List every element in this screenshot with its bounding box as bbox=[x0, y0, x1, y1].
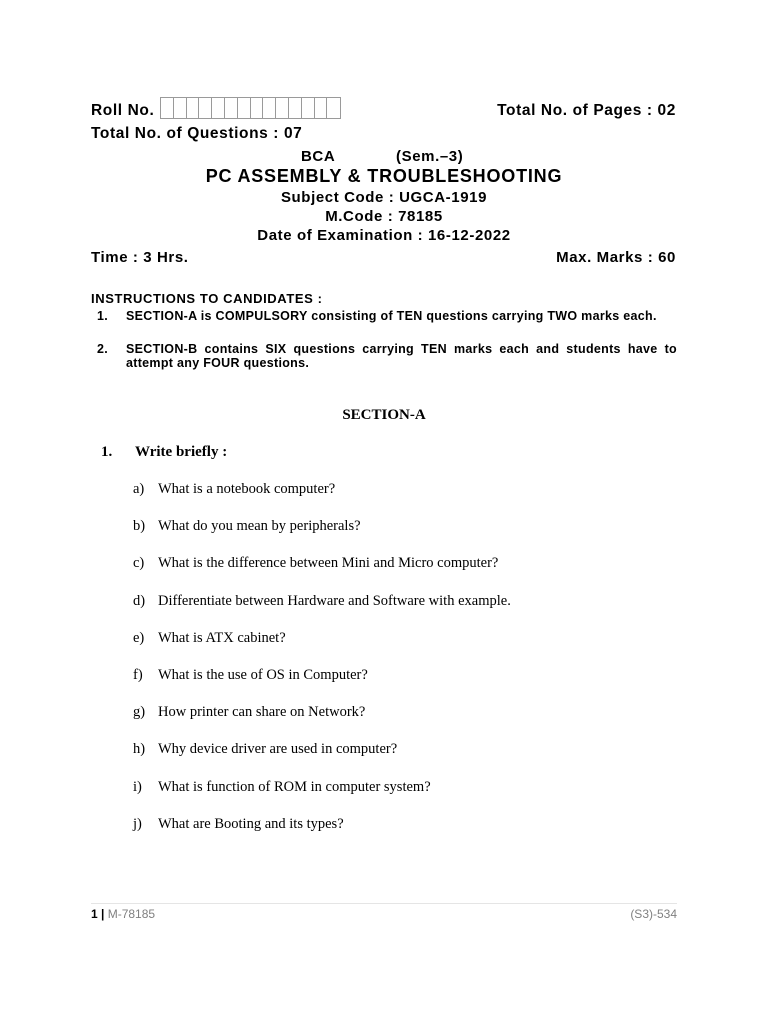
subquestion-letter: c) bbox=[133, 555, 145, 571]
roll-number-box bbox=[251, 98, 264, 118]
exam-time: Time : 3 Hrs. bbox=[91, 249, 189, 266]
subject-title: PC ASSEMBLY & TROUBLESHOOTING bbox=[205, 166, 563, 186]
subquestion bbox=[133, 630, 286, 647]
footer-code: (S3)-534 bbox=[630, 907, 677, 921]
instruction-text: SECTION-A is COMPULSORY consisting of TEN questions carrying TWO marks each. bbox=[126, 309, 657, 323]
instruction-text: SECTION-B contains SIX questions carrying TEN marks each and students have to attempt any FOUR questions. bbox=[126, 342, 677, 370]
max-marks: Max. Marks : 60 bbox=[556, 249, 676, 266]
question-text: Write briefly : bbox=[135, 444, 228, 460]
subquestion bbox=[133, 667, 368, 684]
subquestion bbox=[133, 704, 365, 721]
total-questions: Total No. of Questions : 07 bbox=[91, 125, 303, 142]
subquestion-text: What is ATX cabinet? bbox=[158, 630, 286, 646]
roll-number-box bbox=[276, 98, 289, 118]
roll-number-box bbox=[315, 98, 328, 118]
instruction-item bbox=[91, 342, 677, 370]
roll-number-box bbox=[161, 98, 174, 118]
roll-number-box bbox=[289, 98, 302, 118]
subquestion bbox=[133, 741, 397, 758]
subquestion-text: What do you mean by peripherals? bbox=[158, 518, 361, 534]
footer-left bbox=[91, 907, 155, 921]
roll-number-box bbox=[225, 98, 238, 118]
roll-number-boxes bbox=[160, 97, 341, 119]
exam-date: Date of Examination : 16-12-2022 bbox=[257, 227, 511, 244]
subquestion-letter: b) bbox=[133, 518, 146, 534]
subquestion bbox=[133, 816, 344, 833]
roll-number-box bbox=[327, 98, 340, 118]
subquestion-text: Differentiate between Hardware and Software with example. bbox=[158, 593, 511, 609]
instruction-item bbox=[91, 309, 677, 323]
subquestion-text: What is the use of OS in Computer? bbox=[158, 667, 368, 683]
subquestion bbox=[133, 555, 498, 572]
subquestion-letter: g) bbox=[133, 704, 146, 720]
subquestion-letter: a) bbox=[133, 481, 145, 497]
subquestion bbox=[133, 779, 431, 796]
subject-code: Subject Code : UGCA-1919 bbox=[280, 189, 488, 206]
semester: (Sem.–3) bbox=[396, 148, 464, 165]
subquestion-text: What is the difference between Mini and Micro computer? bbox=[158, 555, 499, 571]
course-name: BCA bbox=[301, 148, 336, 165]
roll-number-box bbox=[302, 98, 315, 118]
subquestion-letter: e) bbox=[133, 630, 145, 646]
instruction-number: 2. bbox=[97, 342, 109, 356]
subquestion-letter: j) bbox=[133, 816, 142, 832]
roll-number-box bbox=[212, 98, 225, 118]
instructions-heading: INSTRUCTIONS TO CANDIDATES : bbox=[91, 291, 323, 306]
roll-number-box bbox=[238, 98, 251, 118]
subquestion-letter: f) bbox=[133, 667, 143, 683]
subquestion-letter: h) bbox=[133, 741, 146, 757]
roll-number-box bbox=[263, 98, 276, 118]
subquestion bbox=[133, 518, 361, 535]
instruction-number: 1. bbox=[97, 309, 109, 323]
subquestion-text: What are Booting and its types? bbox=[158, 816, 344, 832]
subquestion-text: Why device driver are used in computer? bbox=[158, 741, 398, 757]
total-pages: Total No. of Pages : 02 bbox=[497, 102, 676, 119]
subquestion bbox=[133, 481, 335, 498]
subquestion-letter: i) bbox=[133, 779, 142, 795]
roll-number-box bbox=[174, 98, 187, 118]
roll-number-box bbox=[187, 98, 200, 118]
footer-mcode: M-78185 bbox=[107, 907, 156, 921]
footer-divider bbox=[91, 903, 677, 904]
section-title: SECTION-A bbox=[342, 407, 426, 423]
subquestion bbox=[133, 593, 511, 610]
subquestion-letter: d) bbox=[133, 593, 146, 609]
roll-number-box bbox=[199, 98, 212, 118]
subquestion-text: How printer can share on Network? bbox=[158, 704, 366, 720]
roll-number-label: Roll No. bbox=[91, 102, 155, 119]
subquestion-text: What is function of ROM in computer system? bbox=[158, 779, 431, 795]
page-number: 1 | bbox=[91, 907, 105, 921]
subquestion-text: What is a notebook computer? bbox=[158, 481, 336, 497]
question-number: 1. bbox=[101, 444, 113, 460]
m-code: M.Code : 78185 bbox=[325, 208, 443, 225]
